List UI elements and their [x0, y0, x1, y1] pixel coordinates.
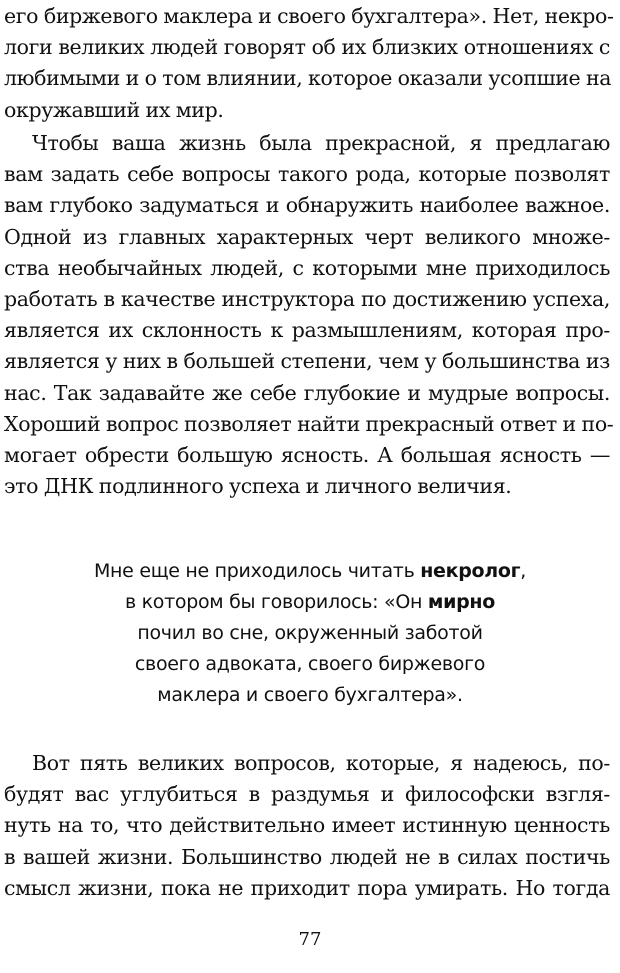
quote-line [40, 587, 580, 618]
text-line: вам задать себе вопросы такого рода, которые позволят [4, 162, 610, 187]
quote-text: в котором бы говорилось: «Он [124, 591, 428, 613]
paragraph-top [4, 1, 614, 126]
text-line: смысл жизни, пока не приходит пора умирать. Но тогда [4, 875, 610, 900]
text-line: является у них в большей степени, чем у большинства из [4, 349, 610, 374]
text-line: могает обрести большую ясность. А большая ясность — [4, 442, 610, 467]
text-line: любимыми и о том влиянии, которое оказали усопшие на [4, 66, 612, 91]
quote-line: почил во сне, окруженный заботой [137, 622, 483, 644]
page-number: 77 [298, 929, 322, 950]
text-line: будят вас углубиться в раздумья и философски взгля- [4, 782, 610, 807]
text-line: окружавший их мир. [4, 97, 224, 122]
text-line: в вашей жизни. Большинство людей не в силах постичь [4, 844, 610, 869]
quote-emphasis: мирно [427, 591, 495, 613]
text-line: его биржевого маклера и своего бухгалтера». Нет, некро- [4, 4, 614, 28]
quote-text: , [520, 560, 527, 582]
text-line: это ДНК подлинного успеха и личного величия. [4, 474, 512, 499]
pull-quote [40, 556, 580, 711]
text-line: вам глубоко задуматься и обнаружить наиболее важное. [4, 193, 610, 218]
text-line: нуть на то, что действительно имеет истинную ценность [4, 813, 610, 838]
quote-line [40, 556, 580, 587]
text-line: логи великих людей говорят об их близких отношениях с [4, 35, 610, 60]
quote-text: Мне еще не приходилось читать [93, 560, 421, 582]
text-line: Одной из главных характерных черт великого множе- [4, 224, 610, 249]
quote-line: своего адвоката, своего биржевого [134, 653, 486, 675]
paragraph-middle [4, 128, 614, 502]
text-line: Вот пять великих вопросов, которые, я надеюсь, по- [32, 751, 610, 775]
text-line: является их склонность к размышлениям, которая про- [4, 318, 610, 343]
text-line: ства необычайных людей, с которыми мне приходилось [4, 255, 610, 280]
quote-emphasis: некролог [420, 560, 521, 582]
text-line: Хороший вопрос позволяет найти прекрасный ответ и по- [4, 411, 614, 436]
quote-line: маклера и своего бухгалтера». [157, 684, 463, 706]
text-line: нас. Так задавайте же себе глубокие и мудрые вопросы. [4, 380, 610, 405]
text-line: Чтобы ваша жизнь была прекрасной, я предлагаю [32, 131, 610, 155]
paragraph-bottom [4, 748, 610, 904]
text-line: работать в качестве инструктора по достижению успеха, [4, 286, 610, 311]
